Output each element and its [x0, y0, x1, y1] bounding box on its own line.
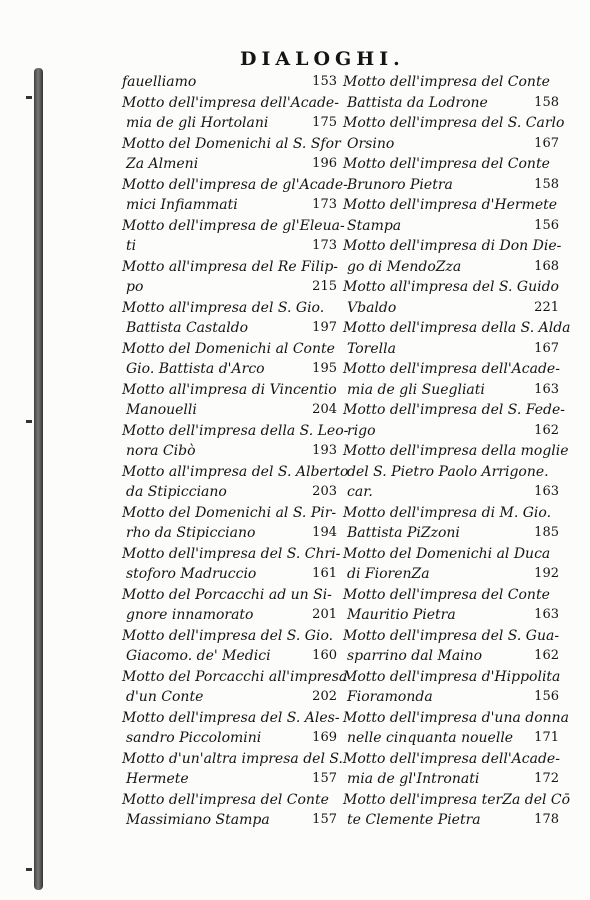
index-entry: [122, 318, 342, 339]
index-entry: [343, 175, 563, 196]
index-entry: [343, 72, 563, 93]
index-entry: [343, 810, 563, 831]
index-entry: [122, 257, 342, 278]
entry-text: rho da Stipicciano: [126, 525, 256, 541]
index-entry: [122, 523, 342, 544]
page-number: 167: [534, 135, 559, 151]
page-number: 173: [312, 197, 337, 212]
entry-text: Motto dell'impresa del S. Ales-: [122, 709, 340, 726]
entry-text: Torella: [347, 340, 396, 357]
index-entry: [343, 482, 563, 503]
index-entry: [343, 523, 563, 544]
index-entry: [122, 277, 342, 298]
page-number: 163: [534, 484, 559, 499]
index-entry: [343, 154, 563, 175]
page-number: 153: [312, 74, 337, 89]
index-entry: [343, 462, 563, 483]
entry-text: Motto del Domenichi al S. Sfor: [122, 135, 341, 152]
entry-text: Motto all'impresa del Re Filip-: [122, 258, 339, 275]
entry-text: Motto del Porcacchi all'impresa: [122, 668, 348, 685]
entry-text: del S. Pietro Paolo Arrigone.: [347, 463, 549, 480]
entry-text: Motto d'un'altra impresa del S.: [122, 750, 343, 767]
index-entry: [343, 564, 563, 585]
index-entry: [122, 175, 348, 196]
page-number: 169: [312, 730, 337, 745]
entry-text: Motto all'impresa del S. Gio.: [122, 299, 325, 316]
entry-text: Motto all'impresa di Vincentio: [122, 381, 337, 398]
page-number: 158: [534, 94, 559, 110]
entry-text: Gio. Battista d'Arco: [126, 361, 265, 377]
index-entry: [343, 93, 563, 114]
entry-text: Fioramonda: [347, 689, 433, 705]
entry-text: Motto dell'impresa d'Hermete: [343, 197, 558, 213]
index-entry: [343, 441, 569, 462]
entry-text: te Clemente Pietra: [347, 812, 481, 828]
index-entry: [343, 216, 563, 237]
index-entry: [122, 564, 342, 585]
page-number: 172: [534, 771, 559, 786]
entry-text: Motto dell'impresa dell'Acade-: [343, 750, 560, 767]
entry-text: Motto dell'impresa dell'Acade-: [122, 94, 339, 111]
index-entry: [122, 769, 342, 790]
entry-text: Motto all'impresa del S. Alberto: [122, 463, 349, 480]
page-number: 203: [312, 484, 337, 499]
entry-text: Motto del Porcacchi ad un Si-: [122, 586, 332, 603]
entry-text: Motto dell'impresa di M. Gio.: [343, 504, 552, 521]
page-number: 157: [312, 812, 337, 827]
entry-text: car.: [347, 484, 373, 500]
entry-text: Motto dell'impresa del Conte: [122, 791, 329, 808]
entry-text: ti: [126, 238, 137, 254]
entry-text: Motto dell'impresa de gl'Acade-: [122, 176, 348, 193]
index-entry: [122, 72, 342, 93]
entry-text: Battista da Lodrone: [347, 94, 488, 111]
entry-text: Motto all'impresa del S. Guido: [343, 279, 559, 295]
entry-text: mia de gli Hortolani: [126, 115, 269, 131]
index-entry: [343, 380, 563, 401]
page-number: 158: [534, 176, 559, 192]
index-entry: [343, 790, 571, 811]
entry-text: Mauritio Pietra: [347, 607, 456, 623]
page-number: 195: [312, 361, 337, 376]
index-entry: [122, 462, 349, 483]
entry-text: sandro Piccolomini: [126, 730, 262, 746]
page-number: 192: [534, 566, 559, 581]
page-number: 215: [312, 279, 337, 294]
index-entry: [122, 749, 342, 770]
entry-text: d'un Conte: [126, 689, 204, 705]
page-number: 173: [312, 238, 337, 253]
entry-text: Hermete: [126, 771, 189, 787]
page-number: 194: [312, 525, 337, 540]
entry-text: Za Almeni: [126, 156, 199, 172]
page-number: 185: [534, 525, 559, 540]
index-entry: [343, 195, 563, 216]
index-entry: [343, 585, 563, 606]
page-number: 178: [534, 812, 559, 827]
index-entry: [343, 728, 563, 749]
entry-text: Motto del Domenichi al Duca: [343, 545, 551, 562]
page-number: 171: [534, 730, 559, 745]
index-entry: [343, 667, 563, 688]
entry-text: Motto dell'impresa d'una donna: [343, 709, 570, 726]
index-entry: [343, 421, 563, 442]
page-number: 197: [312, 320, 337, 335]
entry-text: Battista Castaldo: [126, 320, 249, 336]
index-entry: [343, 646, 563, 667]
entry-text: Motto dell'impresa d'Hippolita: [343, 668, 561, 685]
index-entry: [343, 769, 563, 790]
index-entry: [122, 93, 342, 114]
entry-text: mici Infiammati: [126, 197, 238, 213]
index-entry: [343, 339, 563, 360]
page-number: 167: [534, 340, 559, 356]
index-entry: [343, 113, 563, 134]
entry-text: Manouelli: [126, 402, 197, 418]
index-entry: [122, 503, 342, 524]
index-entry: [343, 400, 563, 421]
index-entry: [343, 277, 563, 298]
index-entry: [122, 380, 342, 401]
page-number: 204: [312, 402, 337, 417]
entry-text: Motto dell'impresa del S. Fede-: [343, 402, 565, 418]
index-entry: [343, 605, 563, 626]
page-number: 193: [312, 443, 337, 458]
page-number: 168: [534, 258, 559, 274]
entry-text: rigo: [347, 422, 376, 439]
index-entry: [122, 441, 342, 462]
binding-mark: [26, 420, 32, 423]
entry-text: Motto dell'impresa del S. Chri-: [122, 545, 341, 562]
entry-text: Motto dell'impresa del Conte: [343, 74, 550, 90]
page-number: 221: [534, 299, 559, 315]
entry-text: Stampa: [347, 217, 402, 234]
index-entry: [343, 544, 563, 565]
entry-text: Motto del Domenichi al Conte: [122, 340, 335, 357]
index-column-left: [122, 72, 349, 831]
page-number: 156: [534, 689, 559, 704]
index-entry: [122, 236, 342, 257]
page-number: 202: [312, 689, 337, 704]
index-entry: [343, 359, 563, 380]
index-entry: [122, 605, 342, 626]
index-column-right: [343, 72, 571, 831]
binding-mark: [26, 868, 32, 871]
entry-text: Massimiano Stampa: [126, 812, 270, 828]
page-number: 201: [312, 607, 337, 622]
page-number: 196: [312, 156, 337, 171]
index-entry: [343, 503, 563, 524]
index-entry: [343, 708, 570, 729]
index-entry: [343, 257, 563, 278]
index-entry: [122, 544, 342, 565]
entry-text: Battista PiZzoni: [347, 525, 460, 541]
index-entry: [122, 667, 348, 688]
entry-text: Motto dell'impresa di Don Die-: [343, 238, 562, 254]
entry-text: mia de gl'Intronati: [347, 771, 480, 787]
page-number: 163: [534, 381, 559, 397]
binding-mark: [26, 96, 32, 99]
entry-text: Orsino: [347, 135, 395, 152]
entry-text: Motto dell'impresa della moglie: [343, 443, 569, 459]
running-header: DIALOGHI.: [240, 48, 405, 70]
entry-text: po: [126, 279, 144, 295]
index-entry: [343, 749, 563, 770]
index-entry: [122, 646, 342, 667]
index-entry: [343, 298, 563, 319]
index-entry: [122, 195, 342, 216]
entry-text: Motto dell'impresa della S. Alda: [343, 320, 571, 336]
index-entry: [122, 298, 342, 319]
index-entry: [343, 134, 563, 155]
entry-text: Motto dell'impresa del Conte: [343, 586, 550, 603]
entry-text: di FiorenZa: [347, 566, 430, 582]
entry-text: Motto del Domenichi al S. Pir-: [122, 504, 337, 521]
index-entry: [122, 216, 345, 237]
index-entry: [122, 708, 342, 729]
entry-text: nelle cinquanta nouelle: [347, 730, 514, 746]
entry-text: fauelliamo: [122, 74, 197, 90]
entry-text: sparrino dal Maino: [347, 648, 483, 664]
index-entry: [122, 585, 342, 606]
page-number: 157: [312, 771, 337, 786]
index-entry: [122, 134, 342, 155]
entry-text: Brunoro Pietra: [347, 176, 453, 193]
entry-text: mia de gli Suegliati: [347, 381, 485, 398]
binding-gutter-shadow: [34, 68, 43, 890]
index-entry: [122, 339, 342, 360]
page-number: 163: [534, 607, 559, 622]
index-entry: [122, 790, 342, 811]
page-number: 160: [312, 648, 337, 663]
index-entry: [122, 154, 342, 175]
page-number: 162: [534, 422, 559, 438]
index-entry: [122, 687, 342, 708]
entry-text: Motto dell'impresa dell'Acade-: [343, 361, 560, 377]
index-entry: [343, 236, 563, 257]
entry-text: nora Cibò: [126, 443, 196, 459]
index-entry: [122, 728, 342, 749]
index-entry: [122, 421, 349, 442]
entry-text: Motto dell'impresa terZa del Cō: [343, 791, 571, 808]
index-entry: [122, 359, 342, 380]
page-number: 161: [312, 566, 337, 581]
index-entry: [343, 318, 571, 339]
index-entry: [122, 482, 342, 503]
index-entry: [122, 810, 342, 831]
entry-text: go di MendoZza: [347, 258, 462, 275]
index-entry: [343, 687, 563, 708]
entry-text: Motto dell'impresa del S. Gio.: [122, 627, 334, 644]
page-number: 162: [534, 648, 559, 663]
entry-text: Motto dell'impresa de gl'Eleua-: [122, 217, 345, 234]
page-number: 175: [312, 115, 337, 130]
entry-text: gnore innamorato: [126, 607, 254, 623]
index-entry: [343, 626, 563, 647]
entry-text: stoforo Madruccio: [126, 566, 257, 582]
entry-text: Vbaldo: [347, 299, 397, 316]
entry-text: Giacomo. de' Medici: [126, 648, 271, 664]
entry-text: Motto dell'impresa del S. Gua-: [343, 627, 560, 644]
entry-text: Motto dell'impresa del S. Carlo: [343, 115, 565, 131]
entry-text: da Stipicciano: [126, 484, 227, 500]
index-entry: [122, 113, 342, 134]
page-number: 156: [534, 217, 559, 233]
index-entry: [122, 626, 342, 647]
entry-text: Motto dell'impresa della S. Leo-: [122, 422, 349, 439]
index-entry: [122, 400, 342, 421]
entry-text: Motto dell'impresa del Conte: [343, 156, 550, 172]
